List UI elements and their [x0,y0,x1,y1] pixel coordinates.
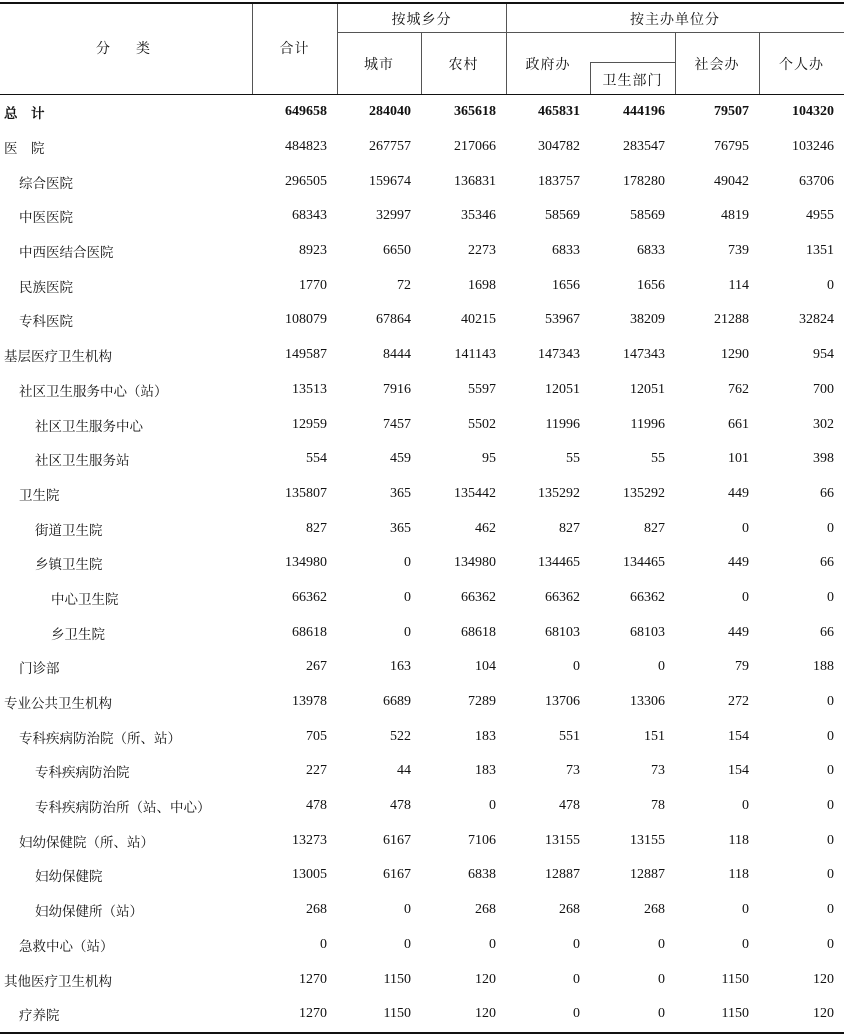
cell-social: 0 [742,798,749,814]
cell-gov: 6833 [552,243,580,259]
cell-urban: 159674 [369,173,411,189]
cell-total: 705 [306,728,327,744]
cell-social: 0 [742,520,749,536]
cell-total: 554 [306,451,327,467]
group-underline [337,32,844,33]
cell-total: 68343 [292,208,327,224]
row-label: 专科医院 [19,314,73,331]
cell-social: 1290 [721,347,749,363]
cell-total: 649658 [285,104,327,120]
header-by-sponsor: 按主办单位分 [630,12,720,28]
cell-health: 38209 [630,312,665,328]
cell-gov: 0 [573,1006,580,1022]
cell-health: 68103 [630,624,665,640]
cell-rural: 135442 [454,485,496,501]
table-row [0,823,844,858]
cell-total: 135807 [285,485,327,501]
row-label: 基层医疗卫生机构 [4,349,112,366]
cell-total: 267 [306,659,327,675]
row-label: 中心卫生院 [51,591,119,608]
row-label: 民族医院 [19,279,73,296]
table-row [0,650,844,685]
cell-rural: 268 [475,902,496,918]
table-row [0,789,844,824]
cell-total: 134980 [285,555,327,571]
cell-rural: 365618 [454,104,496,120]
cell-rural: 120 [475,971,496,987]
cell-urban: 7457 [383,416,411,432]
cell-gov: 12051 [545,381,580,397]
cell-gov: 268 [559,902,580,918]
cell-rural: 95 [482,451,496,467]
table-row [0,685,844,720]
cell-gov: 478 [559,798,580,814]
cell-urban: 72 [397,277,411,293]
cell-private: 0 [827,902,834,918]
cell-rural: 6838 [468,867,496,883]
cell-social: 154 [728,763,749,779]
cell-urban: 365 [390,520,411,536]
cell-rural: 7106 [468,832,496,848]
cell-urban: 0 [404,936,411,952]
table-row [0,303,844,338]
cell-health: 0 [658,659,665,675]
cell-health: 66362 [630,589,665,605]
row-label: 专科疾病防治院（所、站） [19,730,181,747]
bottom-rule [0,1032,844,1034]
cell-private: 0 [827,728,834,744]
cell-social: 0 [742,902,749,918]
cell-health: 268 [644,902,665,918]
header-urban: 城市 [364,57,394,73]
cell-gov: 147343 [538,347,580,363]
cell-urban: 6167 [383,867,411,883]
cell-rural: 134980 [454,555,496,571]
cell-total: 68618 [292,624,327,640]
cell-urban: 6167 [383,832,411,848]
cell-gov: 58569 [545,208,580,224]
cell-rural: 141143 [454,347,496,363]
table-row [0,546,844,581]
cell-social: 4819 [721,208,749,224]
cell-gov: 134465 [538,555,580,571]
header-by-urban-rural: 按城乡分 [391,12,452,28]
cell-urban: 32997 [376,208,411,224]
cell-urban: 267757 [369,139,411,155]
table-row [0,338,844,373]
cell-health: 0 [658,1006,665,1022]
header-government: 政府办 [525,57,571,73]
cell-gov: 0 [573,971,580,987]
table-row [0,893,844,928]
cell-health: 178280 [623,173,665,189]
row-label: 门诊部 [19,661,60,678]
cell-social: 79 [735,659,749,675]
cell-private: 0 [827,798,834,814]
cell-rural: 462 [475,520,496,536]
table-row [0,754,844,789]
header-rural: 农村 [448,57,479,73]
cell-social: 0 [742,936,749,952]
cell-gov: 55 [566,451,580,467]
cell-gov: 183757 [538,173,580,189]
cell-urban: 0 [404,555,411,571]
cell-rural: 68618 [461,624,496,640]
table-row [0,407,844,442]
cell-health: 134465 [623,555,665,571]
cell-private: 104320 [792,104,834,120]
cell-rural: 40215 [461,312,496,328]
row-label: 社区卫生服务站 [35,453,130,470]
cell-private: 0 [827,867,834,883]
cell-rural: 2273 [468,243,496,259]
table-row [0,581,844,616]
row-label: 其他医疗卫生机构 [4,973,112,990]
cell-health: 147343 [623,347,665,363]
cell-urban: 478 [390,798,411,814]
cell-gov: 13155 [545,832,580,848]
cell-total: 268 [306,902,327,918]
cell-total: 1770 [299,277,327,293]
cell-private: 954 [813,347,834,363]
cell-private: 0 [827,589,834,605]
row-label: 乡镇卫生院 [35,557,103,574]
header-health-dept: 卫生部门 [602,73,663,89]
health-dept-top-rule [590,62,675,63]
cell-gov: 0 [573,659,580,675]
cell-gov: 551 [559,728,580,744]
cell-total: 149587 [285,347,327,363]
cell-health: 12051 [630,381,665,397]
table-row [0,962,844,997]
table-row [0,130,844,165]
cell-gov: 66362 [545,589,580,605]
cell-health: 73 [651,763,665,779]
cell-health: 6833 [637,243,665,259]
table-row [0,477,844,512]
cell-urban: 284040 [369,104,411,120]
table-row [0,719,844,754]
row-label: 社区卫生服务中心 [35,418,143,435]
cell-private: 120 [813,1006,834,1022]
cell-private: 66 [820,485,834,501]
cell-social: 154 [728,728,749,744]
cell-rural: 1698 [468,277,496,293]
cell-urban: 0 [404,902,411,918]
cell-rural: 35346 [461,208,496,224]
cell-social: 49042 [714,173,749,189]
table-row [0,615,844,650]
cell-urban: 522 [390,728,411,744]
cell-total: 12959 [292,416,327,432]
cell-gov: 53967 [545,312,580,328]
cell-private: 120 [813,971,834,987]
cell-gov: 12887 [545,867,580,883]
cell-urban: 1150 [383,971,411,987]
cell-private: 302 [813,416,834,432]
cell-total: 1270 [299,971,327,987]
cell-rural: 217066 [454,139,496,155]
row-label: 街道卫生院 [35,522,103,539]
row-label: 中西医结合医院 [19,245,114,262]
cell-rural: 5597 [468,381,496,397]
cell-private: 63706 [799,173,834,189]
cell-social: 762 [728,381,749,397]
cell-private: 1351 [806,243,834,259]
table-row [0,164,844,199]
cell-total: 13513 [292,381,327,397]
cell-urban: 365 [390,485,411,501]
cell-total: 66362 [292,589,327,605]
cell-rural: 5502 [468,416,496,432]
header-private: 个人办 [779,57,824,73]
cell-urban: 44 [397,763,411,779]
cell-total: 478 [306,798,327,814]
cell-private: 4955 [806,208,834,224]
cell-private: 700 [813,381,834,397]
cell-urban: 67864 [376,312,411,328]
cell-health: 151 [644,728,665,744]
row-label: 医 院 [4,141,45,158]
cell-gov: 0 [573,936,580,952]
cell-urban: 0 [404,589,411,605]
cell-social: 449 [728,624,749,640]
table-row [0,268,844,303]
cell-health: 13306 [630,694,665,710]
row-label: 综合医院 [19,175,73,192]
cell-private: 188 [813,659,834,675]
header-social: 社会办 [694,57,740,73]
cell-rural: 183 [475,763,496,779]
cell-health: 283547 [623,139,665,155]
cell-urban: 0 [404,624,411,640]
cell-private: 0 [827,520,834,536]
cell-gov: 827 [559,520,580,536]
cell-social: 661 [728,416,749,432]
cell-urban: 1150 [383,1006,411,1022]
row-label: 妇幼保健所（站） [35,904,143,921]
cell-social: 1150 [721,971,749,987]
cell-health: 1656 [637,277,665,293]
cell-social: 0 [742,589,749,605]
cell-private: 103246 [792,139,834,155]
cell-gov: 13706 [545,694,580,710]
cell-total: 8923 [299,243,327,259]
row-label: 专业公共卫生机构 [4,696,112,713]
cell-private: 0 [827,832,834,848]
cell-rural: 136831 [454,173,496,189]
table-row [0,858,844,893]
cell-health: 55 [651,451,665,467]
cell-health: 11996 [630,416,665,432]
cell-health: 58569 [630,208,665,224]
cell-total: 0 [320,936,327,952]
cell-private: 0 [827,763,834,779]
cell-total: 1270 [299,1006,327,1022]
cell-total: 13005 [292,867,327,883]
cell-private: 66 [820,555,834,571]
cell-health: 0 [658,971,665,987]
cell-gov: 11996 [545,416,580,432]
cell-private: 66 [820,624,834,640]
cell-social: 21288 [714,312,749,328]
cell-health: 444196 [623,104,665,120]
row-label: 卫生院 [19,487,60,504]
table-row [0,234,844,269]
cell-social: 272 [728,694,749,710]
header-category: 分 类 [96,41,156,57]
cell-social: 1150 [721,1006,749,1022]
table-row [0,511,844,546]
cell-private: 0 [827,936,834,952]
cell-health: 827 [644,520,665,536]
row-label: 总 计 [4,106,45,123]
row-label: 疗养院 [19,1008,60,1025]
table-row [0,997,844,1032]
cell-total: 227 [306,763,327,779]
row-label: 专科疾病防治院 [35,765,130,782]
cell-private: 0 [827,277,834,293]
cell-social: 79507 [714,104,749,120]
cell-social: 118 [728,832,749,848]
row-label: 社区卫生服务中心（站） [19,383,168,400]
cell-social: 114 [728,277,749,293]
row-label: 妇幼保健院 [35,869,103,886]
cell-urban: 459 [390,451,411,467]
cell-social: 118 [728,867,749,883]
cell-gov: 465831 [538,104,580,120]
cell-rural: 66362 [461,589,496,605]
table-row [0,928,844,963]
cell-total: 296505 [285,173,327,189]
cell-gov: 135292 [538,485,580,501]
row-label: 专科疾病防治所（站、中心） [35,800,211,817]
row-label: 乡卫生院 [51,626,105,643]
cell-total: 484823 [285,139,327,155]
cell-private: 398 [813,451,834,467]
cell-rural: 0 [489,798,496,814]
cell-urban: 7916 [383,381,411,397]
header-total: 合计 [279,41,310,57]
cell-total: 108079 [285,312,327,328]
cell-health: 13155 [630,832,665,848]
cell-rural: 0 [489,936,496,952]
row-label: 妇幼保健院（所、站） [19,834,154,851]
cell-urban: 6689 [383,694,411,710]
cell-health: 135292 [623,485,665,501]
table-row [0,199,844,234]
table-row-total [0,95,844,130]
cell-health: 0 [658,936,665,952]
cell-gov: 304782 [538,139,580,155]
cell-total: 827 [306,520,327,536]
cell-rural: 7289 [468,694,496,710]
table-row [0,373,844,408]
cell-urban: 8444 [383,347,411,363]
cell-health: 78 [651,798,665,814]
cell-health: 12887 [630,867,665,883]
row-label: 中医医院 [19,210,73,227]
cell-social: 449 [728,485,749,501]
cell-rural: 183 [475,728,496,744]
cell-private: 32824 [799,312,834,328]
cell-rural: 104 [475,659,496,675]
row-label: 急救中心（站） [19,938,114,955]
cell-social: 76795 [714,139,749,155]
cell-social: 101 [728,451,749,467]
cell-social: 449 [728,555,749,571]
cell-urban: 6650 [383,243,411,259]
data-table [0,95,844,1032]
cell-gov: 1656 [552,277,580,293]
cell-social: 739 [728,243,749,259]
cell-urban: 163 [390,659,411,675]
cell-gov: 73 [566,763,580,779]
table-row [0,442,844,477]
cell-private: 0 [827,694,834,710]
cell-total: 13273 [292,832,327,848]
cell-gov: 68103 [545,624,580,640]
cell-rural: 120 [475,1006,496,1022]
top-rule [0,2,844,4]
cell-total: 13978 [292,694,327,710]
